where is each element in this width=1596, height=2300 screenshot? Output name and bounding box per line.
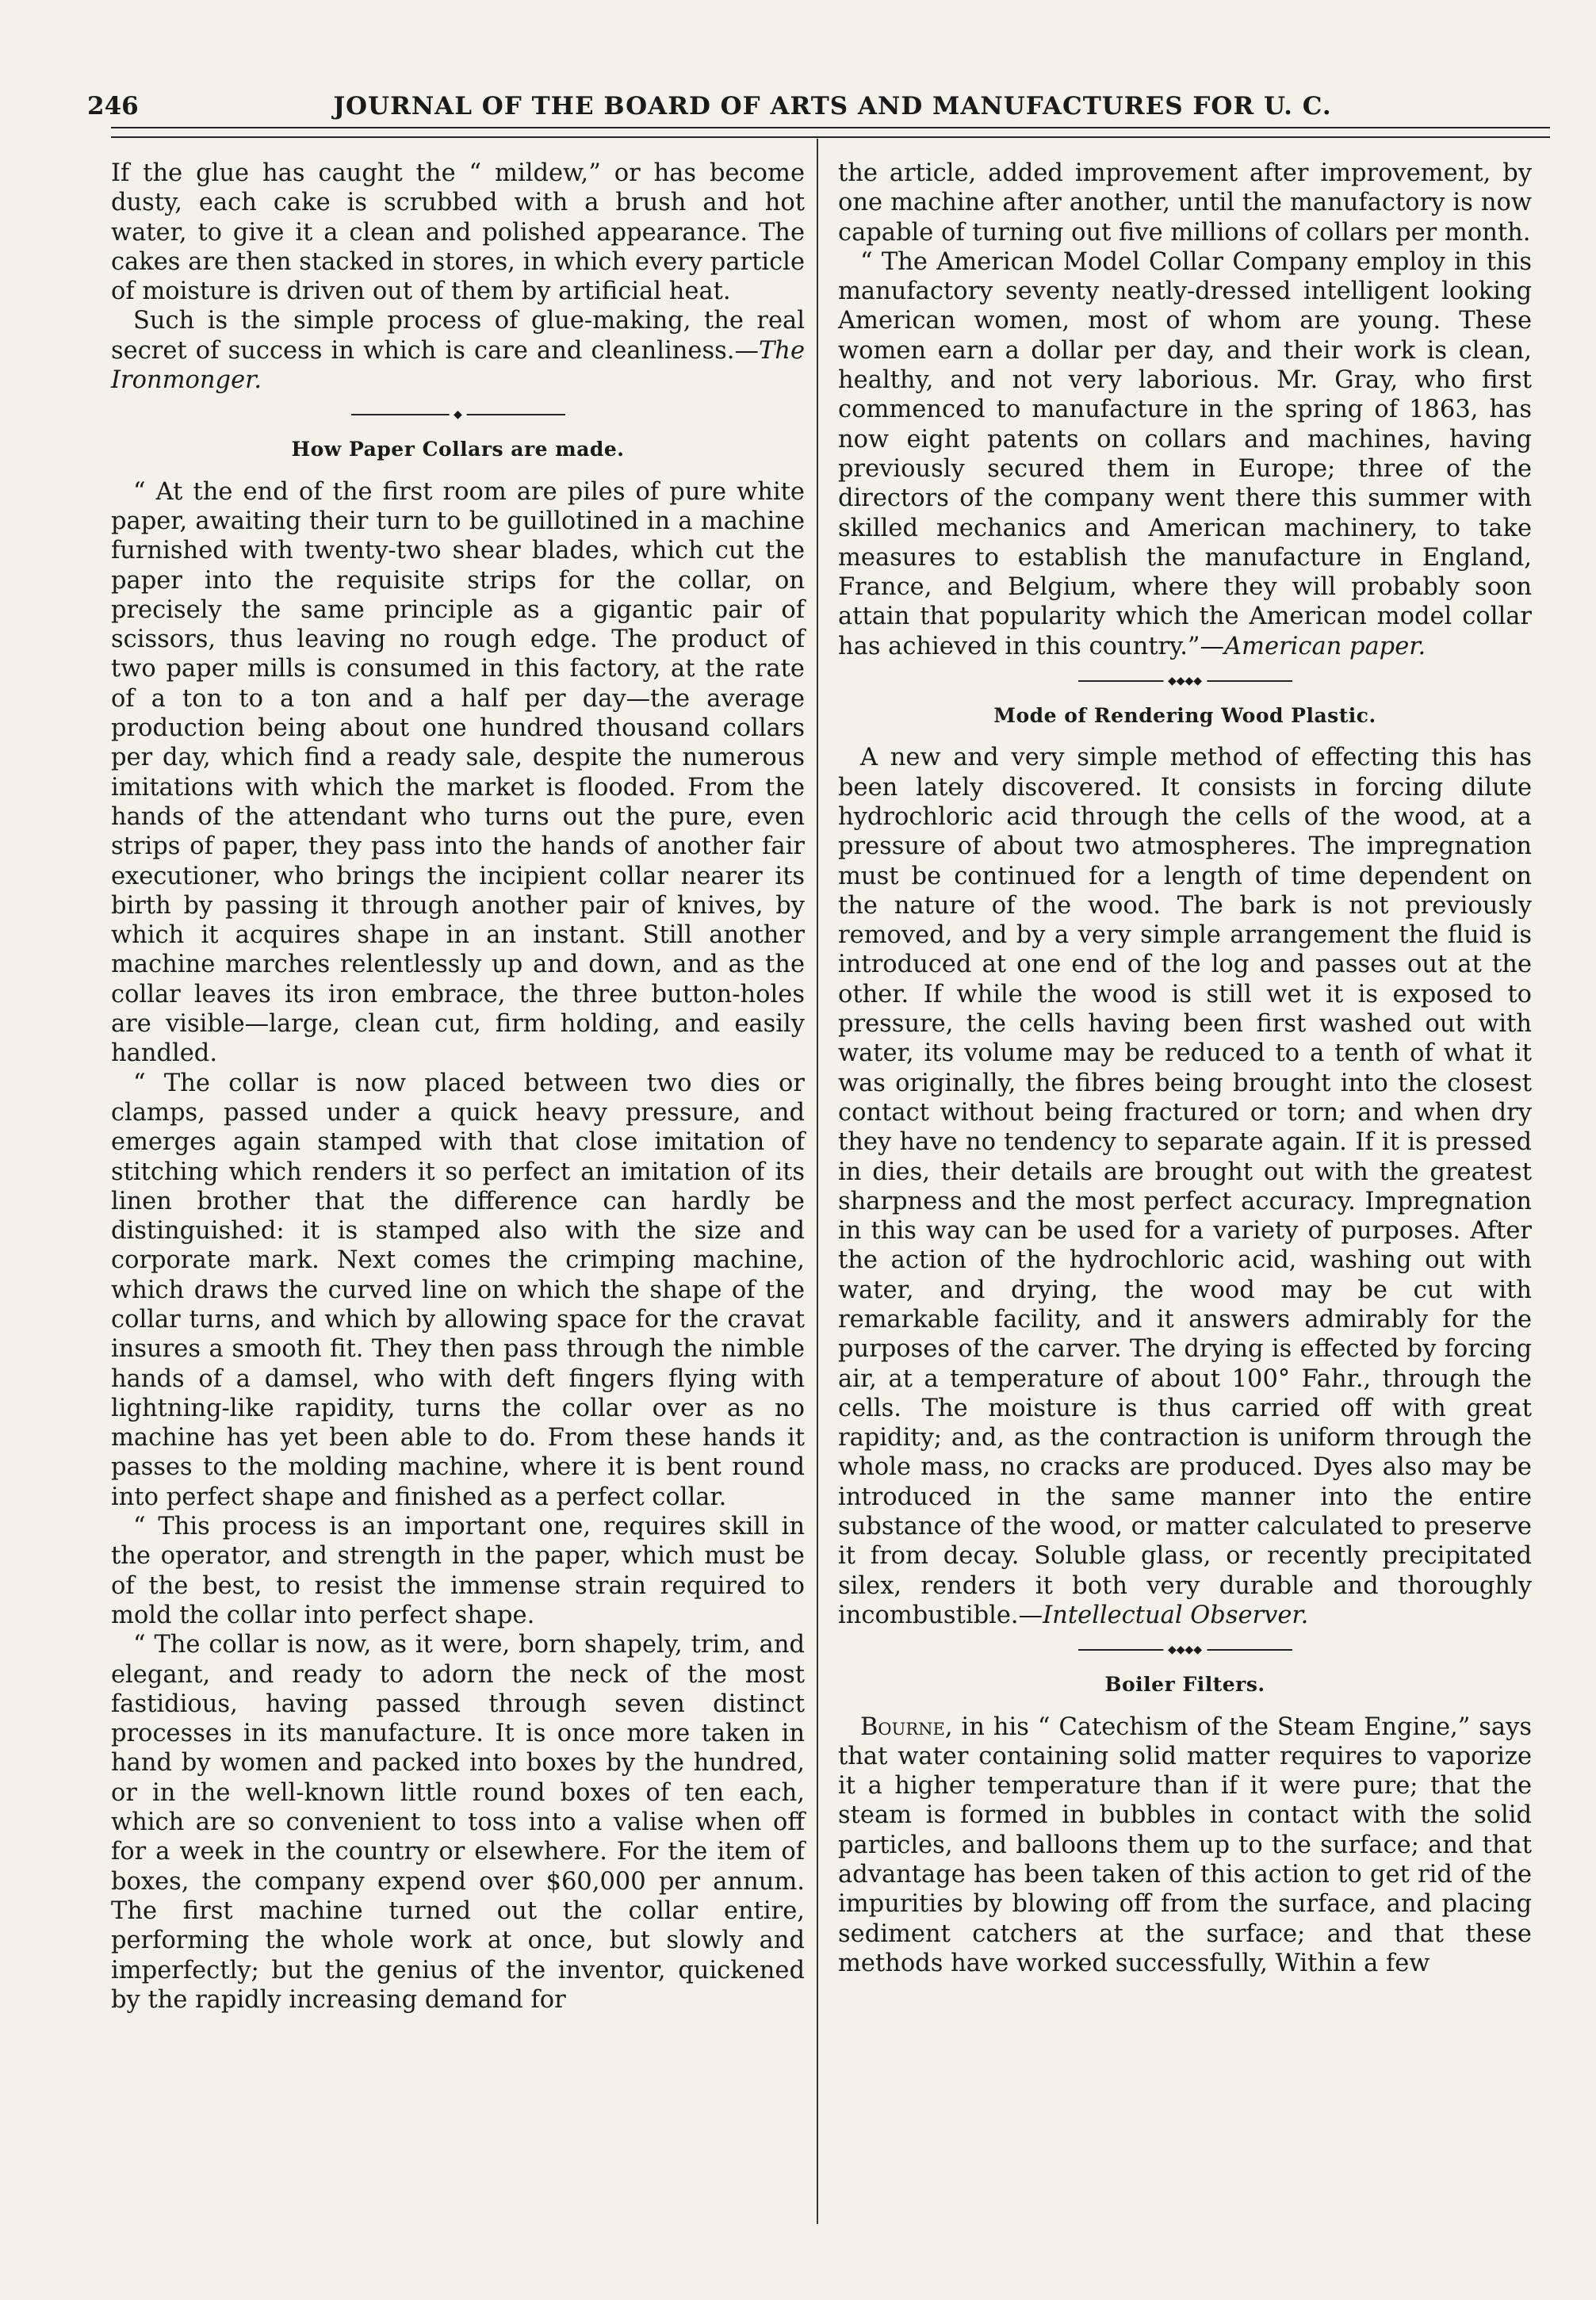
wood-plastic-source: Intellectual Observer.	[1043, 1601, 1309, 1629]
section-separator	[1078, 675, 1292, 687]
right-column	[838, 159, 1532, 1978]
collars-continuation-paragraph-2	[838, 247, 1532, 661]
left-column	[111, 159, 805, 2015]
wood-plastic-title: Mode of Rendering Wood Plastic.	[993, 704, 1376, 728]
paper-collars-paragraph-4: “ The collar is now, as it were, born shapely, trim, and elegant, and ready to adorn the neck of the most fastidious, having passed through seven distinct processes in its manufacture. It is once more taken in hand by women and packed into boxes by the hundred, or in the well-known little round boxes of ten each, which are so convenient to toss into a valise when off for a week in the country or elsewhere. For the item of boxes, the company expend over $60,000 per annum. The first machine turned out the collar entire, performing the whole work at once, but slowly and imperfectly; but the genius of the inventor, quickened by the rapidly increasing demand for	[111, 1631, 805, 2014]
glue-conclusion: Such is the simple process of glue-making, the real secret of success in which is care and cleanliness.—	[111, 307, 805, 365]
wood-plastic-paragraph	[838, 743, 1532, 1630]
boiler-filters-text: in his “ Catechism of the Steam Engine,” says that water containing solid matter requires to vaporize it a higher temperature than if it were pure; that the steam is formed in bubbles in contact with the solid particles, and balloons them up to the surface; and that advantage has been taken of this action to get rid of the impurities by blowing off from the surface, and placing sediment catchers at the surface; and that these methods have worked successfully, Within a few	[838, 1713, 1532, 1977]
separator-ornament: ◆◆◆◆	[1163, 675, 1207, 687]
collars-source: American paper.	[1224, 632, 1426, 660]
glue-paragraph-2	[111, 306, 805, 395]
page-number: 246	[87, 92, 139, 121]
section-separator	[1078, 1644, 1292, 1655]
paper-collars-paragraph-1: “ At the end of the first room are piles of pure white paper, awaiting their turn to be guillotined in a machine furnished with twenty-two shear blades, which cut the paper into the requisite strips for the collar, on precisely the same principle as a gigantic pair of scissors, thus leaving no rough edge. The product of two paper mills is consumed in this factory, at the rate of a ton to a ton and a half per day—the average production being about one hundred thousand collars per day, which find a ready sale, despite the numerous imitations with which the market is flooded. From the hands of the attendant who turns out the pure, even strips of paper, they pass into the hands of another fair executioner, who brings the incipient collar nearer its birth by passing it through another pair of knives, by which it acquires shape in an instant. Still another machine marches relentlessly up and down, and as the collar leaves its iron embrace, the three button-holes are visible—large, clean cut, firm holding, and easily handled.	[111, 477, 805, 1068]
collars-continuation-paragraph-1: the article, added improvement after improvement, by one machine after another, until the manufactory is now capable of turning out five millions of collars per month.	[838, 159, 1532, 247]
column-divider	[817, 139, 818, 2224]
glue-source: The Ironmonger.	[111, 336, 805, 395]
wood-plastic-text: A new and very simple method of effecting this has been lately discovered. It consists in forcing dilute hydrochloric acid through the cells of the wood, at a pressure of about two atmospheres. The impregnation must be continued for a length of time dependent on the nature of the wood. The bark is not previously removed, and by a very simple arrangement the fluid is introduced at one end of the log and passes out at the other. If while the wood is still wet it is exposed to pressure, the cells having been first washed out with water, its volume may be reduced to a tenth of what it was originally, the fibres being brought into the closest contact without being fractured or torn; and when dry they have no tendency to separate again. If it is pressed in dies, their details are brought out with the greatest sharpness and the most perfect accuracy. Impregnation in this way can be used for a variety of purposes. After the action of the hydrochloric acid, washing out with water, and drying, the wood may be cut with remarkable facility, and it answers admirably for the purposes of the carver. The drying is effected by forcing air, at a temperature of about 100° Fahr., through the cells. The moisture is thus carried off with great rapidity; and, as the contraction is uniform through the whole mass, no cracks are produced. Dyes also may be introduced in the same manner into the entire substance of the wood, or matter calculated to preserve it from decay. Soluble glass, or recently precipitated silex, renders it both very durable and thoroughly incombustible.—	[838, 744, 1532, 1629]
separator-ornament: ◆◆◆◆	[1163, 1644, 1207, 1655]
boiler-filters-title: Boiler Filters.	[1104, 1673, 1265, 1697]
separator-ornament: ◆	[449, 409, 467, 420]
paper-collars-title: How Paper Collars are made.	[291, 438, 625, 461]
boiler-filters-paragraph	[838, 1713, 1532, 1979]
header-double-rule	[111, 127, 1550, 138]
section-separator	[351, 409, 565, 420]
collars-company-text: “ The American Model Collar Company employ in this manufactory seventy neatly-dressed intelligent looking American women, most of whom are young. These women earn a dollar per day, and their work is clean, healthy, and not very laborious. Mr. Gray, who first commenced to manufacture in the spring of 1863, has now eight patents on collars and machines, having previously secured them in Europe; three of the directors of the company went there this summer with skilled mechanics and American machinery, to take measures to establish the manufacture in England, France, and Belgium, where they will probably soon attain that popularity which the American model collar has achieved in this country.”—	[838, 247, 1532, 660]
boiler-filters-lead-word: Bourne,	[860, 1713, 953, 1741]
running-title: JOURNAL OF THE BOARD OF ARTS AND MANUFACTURES FOR U. C.	[333, 92, 1332, 121]
paper-collars-paragraph-2: “ The collar is now placed between two dies or clamps, passed under a quick heavy pressure, and emerges again stamped with that close imitation of stitching which renders it so perfect an imitation of its linen brother that the difference can hardly be distinguished: it is stamped also with the size and corporate mark. Next comes the crimping machine, which draws the curved line on which the shape of the collar turns, and which by allowing space for the cravat insures a smooth fit. They then pass through the nimble hands of a damsel, who with deft fingers flying with lightning-like rapidity, turns the collar over as no machine has yet been able to do. From these hands it passes to the molding machine, where it is bent round into perfect shape and finished as a perfect collar.	[111, 1069, 805, 1511]
page-header	[87, 81, 1554, 121]
glue-paragraph-1: If the glue has caught the “ mildew,” or has become dusty, each cake is scrubbed with a brush and hot water, to give it a clean and polished appearance. The cakes are then stacked in stores, in which every particle of moisture is driven out of them by artificial heat.	[111, 159, 805, 306]
paper-collars-paragraph-3: “ This process is an important one, requires skill in the operator, and strength in the paper, which must be of the best, to resist the immense strain required to mold the collar into perfect shape.	[111, 1513, 805, 1629]
